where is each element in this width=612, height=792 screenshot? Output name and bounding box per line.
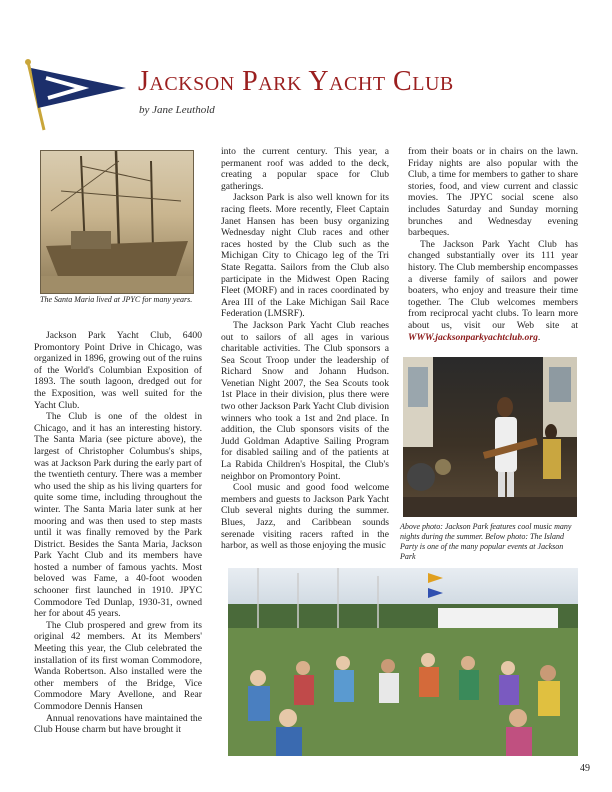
paragraph: The Club prospered and grew from its original 42 members. At its Members' Meeting this year, the Club celebrated the installation of its first woman Commodore, Wanda Robertson. Also installed were the other members of the Bridge, Vice Commodore Mary Avellone, and Rear Commodore Dennis Hansen [34,619,202,712]
byline: by Jane Leuthold [139,104,215,116]
paragraph: The Club is one of the oldest in Chicago, and it has an interesting history. The Santa Maria (see picture above), the largest of Christopher Columbus's ships, was at Jackson Park during the early part of the twentieth century. There was a member who used the ship as his living quarters for quite some time, including throughout the winter. The Santa Maria later sunk at her mooring and was then used to step masts until it was finally removed by the Park District. Besides the Santa Maria, Jackson Park Yacht Club and its members have hosted a number of famous yachts. Most beloved was Fame, a 40-foot wooden schooner first launched in 1910. JPYC Commodore Ted Dunlap, 1930-31, owned her for about 45 years. [34,411,202,620]
paragraph: from their boats or in chairs on the lawn. Friday nights are also popular with the Club, a time for members to gather to share stories, food, and view current and classic movies. The JPYC social scene also includes Saturday and Sunday morning brunches and Wednesday evening barbeques. [408,146,578,239]
article-column-3 [408,146,578,343]
santa-maria-photo [40,150,194,294]
club-burgee-logo [22,58,134,132]
page-title: Jackson Park Yacht Club [138,66,454,97]
santa-maria-caption: The Santa Maria lived at JPYC for many years. [40,295,193,304]
paragraph: into the current century. This year, a permanent roof was added to the deck, creating a popular space for Club gatherings. [221,146,389,192]
paragraph: Jackson Park is also well known for its racing fleets. More recently, Fleet Captain Janet Hansen has been busy organizing Wednesday night Club races and other races hosted by the Club such as the Michigan City to Chicago leg of the Tri State Regatta. Sailors from the Club also participate in the Midwest Open Racing Fleet (MORF) and in races coordinated by Area III of the Lake Michigan Sail Race Federation (LMSRF). [221,192,389,320]
website-link[interactable]: WWW.jacksonparkyachtclub.org [408,331,538,343]
paragraph: Cool music and good food welcome members and guests to Jackson Park Yacht Club several nights during the summer. Blues, Jazz, and Caribbean sounds serenade visiting racers rafted in the harbor, as well as those enjoying the music [221,482,389,552]
band-photo [403,357,577,517]
article-column-2 [221,146,389,552]
island-party-photo [228,568,578,756]
article-column-1 [34,330,202,736]
paragraph: Annual renovations have maintained the Club House charm but have brought it [34,712,202,736]
paragraph: The Jackson Park Yacht Club reaches out to sailors of all ages in various charitable activities. The Club sponsors a Sea Scout Troop under the leadership of Richard Snow and Johann Hudson. Venetian Night 2007, the Sea Scouts took 1st Place in their division, plus there were two other Jackson Park Yacht Club division winners who took a 1st and 2nd place. In addition, the Club sponsors visits of the Judd Goldman Adaptive Sailing Program for disabled sailing and of the patients at La Rabida Children's Hospital, the Club's neighbor on Promontory Point. [221,319,389,482]
link-punctuation: . [537,331,541,343]
paragraph [408,239,578,343]
paragraph: Jackson Park Yacht Club, 6400 Promontory Point Drive in Chicago, was organized in 1896, growing out of the ruins of the World's Columbian Exposition of 1893. The south lagoon, dredged out for the Exposition, was well suited for the Yacht Club. [34,330,202,411]
paragraph-text: The Jackson Park Yacht Club has changed substantially over its 111 year history. The Club membership encompasses a diverse family of sailors and power boaters, who enjoy and treasure their time together. The Club welcomes members from reciprocal yacht clubs. To learn more about us, visit our Web site at [408,238,578,331]
band-photo-caption: Above photo: Jackson Park features cool music many nights during the summer. Below photo: The Island Party is one of the many popular events at Jackson Park [400,522,572,561]
page-number: 49 [580,763,590,774]
